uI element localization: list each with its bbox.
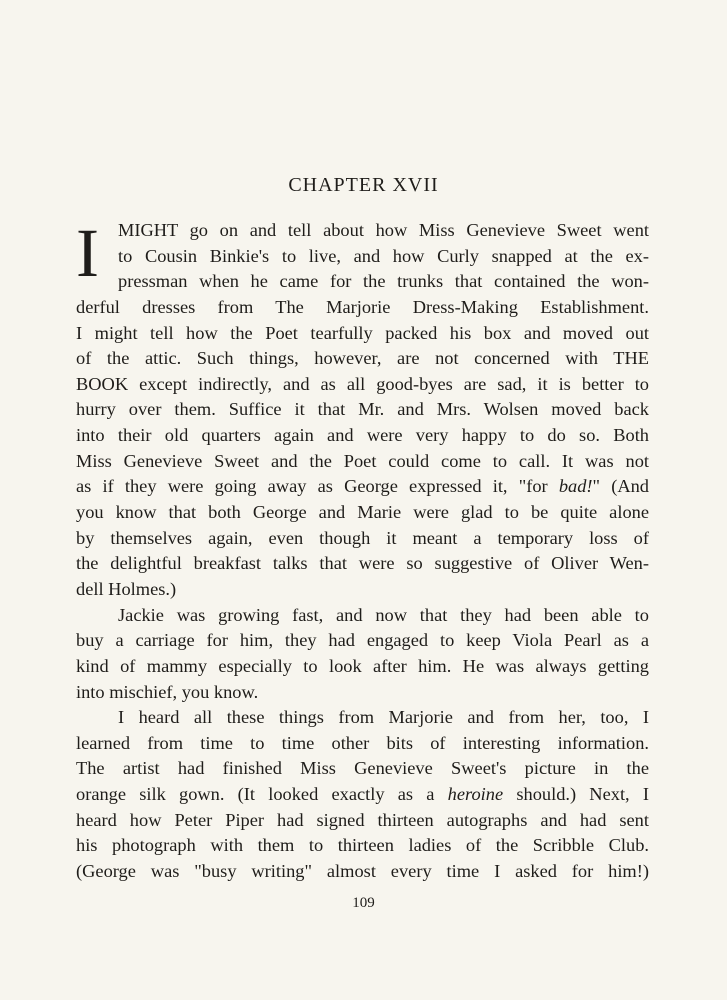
text-line: I might tell how the Poet tearfully packed his box and moved out	[76, 322, 649, 343]
text-line: into mischief, you know.	[76, 681, 259, 702]
text-line: learned from time to time other bits of interesting information.	[76, 732, 649, 753]
text-line: dell Holmes.)	[76, 578, 177, 599]
italic-text: bad!	[558, 476, 593, 497]
text-line: MIGHT go on and tell about how Miss Genevieve Sweet went	[118, 220, 649, 240]
text-line: Miss Genevieve Sweet and the Poet could come to call. It was not	[76, 450, 649, 471]
text-line: by themselves again, even though it meant a temporary loss of	[76, 527, 649, 548]
text-line-mixed	[76, 474, 649, 500]
text-line: (George was "busy writing" almost every time I asked for him!)	[76, 861, 649, 882]
text-line: The artist had finished Miss Genevieve Sweet's picture in the	[76, 758, 649, 779]
drop-cap: I	[76, 215, 99, 291]
chapter-title: CHAPTER XVII	[288, 174, 439, 196]
text-line: you know that both George and Marie were glad to be quite alone	[76, 502, 649, 523]
text-line: of the attic. Such things, however, are not concerned with THE	[76, 348, 649, 369]
body-text	[76, 215, 649, 885]
text-line: to Cousin Binkie's to live, and how Curly snapped at the ex-	[118, 245, 649, 266]
text-line: derful dresses from The Marjorie Dress-Making Establishment.	[76, 296, 649, 317]
paragraph-1	[76, 215, 649, 603]
text-line: buy a carriage for him, they had engaged to keep Viola Pearl as a	[76, 630, 649, 651]
text-line: pressman when he came for the trunks that contained the won-	[118, 271, 649, 292]
text-segment: orange silk gown. (It looked exactly as a	[76, 784, 448, 805]
text-line: I heard all these things from Marjorie and from her, too, I	[118, 707, 649, 728]
text-segment: as if they were going away as George expressed it, "for	[76, 476, 559, 497]
text-line: heard how Peter Piper had signed thirteen autographs and had sent	[76, 809, 649, 830]
text-line: his photograph with them to thirteen ladies of the Scribble Club.	[76, 835, 649, 856]
text-line: BOOK except indirectly, and as all good-byes are sad, it is better to	[76, 373, 649, 394]
text-line-mixed	[76, 782, 649, 808]
text-line: into their old quarters again and were very happy to do so. Both	[76, 425, 649, 446]
paragraph-3	[76, 705, 649, 884]
text-segment: " (And	[592, 476, 649, 497]
page-number: 109	[352, 895, 375, 911]
text-line: hurry over them. Suffice it that Mr. and Mrs. Wolsen moved back	[76, 399, 649, 420]
text-segment: should.) Next, I	[503, 784, 649, 805]
paragraph-2	[76, 603, 649, 706]
text-line: Jackie was growing fast, and now that they had been able to	[118, 604, 649, 625]
text-line: kind of mammy especially to look after him. He was always getting	[76, 655, 649, 676]
italic-text: heroine	[447, 784, 504, 805]
text-line: the delightful breakfast talks that were so suggestive of Oliver Wen-	[76, 553, 649, 574]
